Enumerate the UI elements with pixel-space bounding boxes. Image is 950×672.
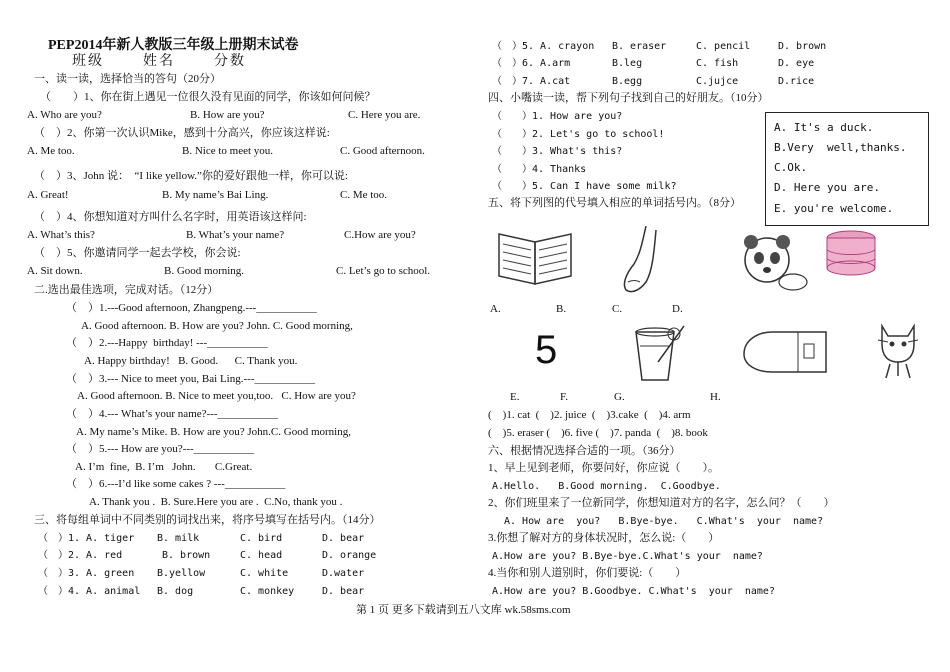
s3-row-6-a: （ ）6. A.arm <box>492 58 571 69</box>
s3-row-2-c: C. head <box>240 550 283 561</box>
answer-box <box>765 112 929 226</box>
s1-q5-option-a: A. Sit down. <box>27 265 83 277</box>
score-field-label: 分数 <box>214 54 246 69</box>
answer-c: C.Ok. <box>774 161 808 174</box>
s3-row-1-d: D. bear <box>322 533 365 544</box>
five-picture: 5 <box>535 328 558 372</box>
s3-row-3-c: C. white <box>240 568 289 579</box>
pic-label-c: C. <box>612 303 623 315</box>
pic-label-f: F. <box>560 391 568 403</box>
s3-row-3-d: D.water <box>322 568 365 579</box>
s6-line-6: A.How are you? B.Bye-bye.C.What's your name? <box>492 551 763 562</box>
s3-row-7-d: D.rice <box>778 76 815 87</box>
s6-line-7: 4.当你和别人道别时，你们要说:（ ） <box>488 567 687 579</box>
s1-question-3: （ ）3、John 说： “I like yellow.”你的爱好跟他一样，你可以说: <box>34 170 348 182</box>
s3-row-6-c: C. fish <box>696 58 739 69</box>
s3-row-4-d: D. bear <box>322 586 365 597</box>
s6-line-8: A.How are you? B.Goodbye. C.What's your name? <box>492 586 775 597</box>
s1-q1-option-a: A. Who are you? <box>27 109 102 121</box>
s5-word-row-2: ( )5. eraser ( )6. five ( )7. panda ( )8. book <box>488 427 708 439</box>
arm-picture <box>612 224 662 294</box>
s2-line-7: （ ）4.--- What’s your name?---___________ <box>66 408 279 420</box>
pic-label-e: E. <box>510 391 520 403</box>
section5-heading: 五、将下列图的代号填入相应的单词括号内。（8分） <box>488 197 741 209</box>
eraser-picture <box>738 326 834 380</box>
exam-title: PEP2014年新人教版三年级上册期末试卷 <box>48 38 299 53</box>
s1-q4-option-c: C.How are you? <box>344 229 416 241</box>
answer-d: D. Here you are. <box>774 181 880 194</box>
s2-line-11: （ ）6.---I’d like some cakes ? ---___________ <box>66 478 286 490</box>
s1-q4-option-a: A. What’s this? <box>27 229 95 241</box>
s3-row-5-c: C. pencil <box>696 41 751 52</box>
s3-row-2-b: B. brown <box>162 550 211 561</box>
s3-row-2-d: D. orange <box>322 550 377 561</box>
s5-word-row-1: ( )1. cat ( )2. juice ( )3.cake ( )4. arm <box>488 409 691 421</box>
s1-question-1: （ ）1、你在街上遇见一位很久没有见面的同学，你该如何问候？ <box>40 91 376 103</box>
s3-row-4-c: C. monkey <box>240 586 295 597</box>
s2-line-12: A. Thank you . B. Sure.Here you are . C.No, thank you . <box>89 496 343 508</box>
s4-question-1: （ ）1. How are you? <box>492 111 623 122</box>
s3-row-5-d: D. brown <box>778 41 827 52</box>
pic-label-g: G. <box>614 391 625 403</box>
s4-question-5: （ ）5. Can I have some milk? <box>492 181 677 192</box>
page-footer: 第 1 页 更多下载请到五八文库 wk.58sms.com <box>356 604 571 616</box>
book-picture <box>495 222 577 288</box>
s1-question-4: （ ）4、你想知道对方叫什么名字时，用英语该这样问: <box>34 211 307 223</box>
s3-row-1-c: C. bird <box>240 533 283 544</box>
class-field-label: 班级 <box>72 54 104 69</box>
s1-q1-option-c: C. Here you are. <box>348 109 421 121</box>
s2-line-3: （ ）2.---Happy birthday! ---___________ <box>66 337 268 349</box>
s2-line-6: A. Good afternoon. B. Nice to meet you,too. C. How are you? <box>77 390 356 402</box>
s6-line-4: A. How are you? B.Bye-bye. C.What's your name? <box>504 516 824 527</box>
s2-line-10: A. I’m fine, B. I’m John. C.Great. <box>75 461 253 473</box>
s1-q3-option-b: B. My name’s Bai Ling. <box>162 189 269 201</box>
s3-row-3-a: （ ）3. A. green <box>38 568 135 579</box>
s3-row-6-d: D. eye <box>778 58 815 69</box>
s1-q5-option-b: B. Good morning. <box>164 265 245 277</box>
s1-q2-option-a: A. Me too. <box>27 145 75 157</box>
pic-label-b: B. <box>556 303 567 315</box>
section6-heading: 六、根据情况选择合适的一项。（36分） <box>488 445 681 457</box>
section1-heading: 一、读一读，选择恰当的答句（20分） <box>34 73 221 85</box>
section3-heading: 三、将每组单词中不同类别的词找出来，将序号填写在括号内。（14分） <box>34 514 381 526</box>
s3-row-5-b: B. eraser <box>612 41 667 52</box>
s4-question-3: （ ）3. What's this? <box>492 146 623 157</box>
pic-label-d: D. <box>672 303 683 315</box>
s3-row-1-a: （ ）1. A. tiger <box>38 533 135 544</box>
s3-row-7-b: B.egg <box>612 76 643 87</box>
s6-line-3: 2、你们班里来了一位新同学，你想知道对方的名字，怎么问？（ ） <box>488 497 835 509</box>
s3-row-3-b: B.yellow <box>157 568 206 579</box>
s2-line-5: （ ）3.--- Nice to meet you, Bai Ling.---___________ <box>66 373 315 385</box>
cat-picture <box>868 316 930 380</box>
s3-row-1-b: B. milk <box>157 533 200 544</box>
cake-picture <box>822 226 880 278</box>
s3-row-2-a: （ ）2. A. red <box>38 550 123 561</box>
juice-picture <box>628 322 688 384</box>
panda-picture <box>737 232 823 294</box>
s1-q1-option-b: B. How are you? <box>190 109 265 121</box>
pic-label-h: H. <box>710 391 721 403</box>
s6-line-1: 1、早上见到老师，你要问好，你应说（ ）。 <box>488 462 719 474</box>
s3-row-4-a: （ ）4. A. animal <box>38 586 141 597</box>
answer-b: B.Very well,thanks. <box>774 141 907 154</box>
s3-row-6-b: B.leg <box>612 58 643 69</box>
s3-row-7-a: （ ）7. A.cat <box>492 76 571 87</box>
s2-line-2: A. Good afternoon. B. How are you? John. C. Good morning, <box>81 320 353 332</box>
name-field-label: 姓名 <box>143 54 175 69</box>
s3-row-7-c: C.jujce <box>696 76 739 87</box>
s2-line-8: A. My name’s Mike. B. How are you? John.C. Good morning, <box>76 426 351 438</box>
pic-label-a: A. <box>490 303 501 315</box>
s2-line-1: （ ）1.---Good afternoon, Zhangpeng.---___________ <box>66 302 317 314</box>
s4-question-4: （ ）4. Thanks <box>492 164 587 175</box>
s3-row-5-a: （ ）5. A. crayon <box>492 41 595 52</box>
s1-q2-option-c: C. Good afternoon. <box>340 145 425 157</box>
s3-row-4-b: B. dog <box>157 586 194 597</box>
s4-question-2: （ ）2. Let's go to school! <box>492 129 665 140</box>
answer-a: A. It's a duck. <box>774 121 874 134</box>
s1-q2-option-b: B. Nice to meet you. <box>182 145 274 157</box>
section2-heading: 二.选出最佳选项，完成对话。（12分） <box>34 284 219 296</box>
s1-q3-option-c: C. Me too. <box>340 189 388 201</box>
s1-question-5: （ ）5、你邀请同学一起去学校，你会说: <box>34 247 241 259</box>
s1-q5-option-c: C. Let’s go to school. <box>336 265 431 277</box>
s6-line-2: A.Hello. B.Good morning. C.Goodbye. <box>492 481 721 492</box>
s1-question-2: （ ）2、你第一次认识Mike，感到十分高兴，你应该这样说: <box>34 127 330 139</box>
answer-e: E. you're welcome. <box>774 202 894 215</box>
section4-heading: 四、小嘴读一读，帮下列句子找到自己的好朋友。（10分） <box>488 92 769 104</box>
s1-q4-option-b: B. What’s your name? <box>186 229 285 241</box>
s2-line-9: （ ）5.--- How are you?---___________ <box>66 443 255 455</box>
s6-line-5: 3.你想了解对方的身体状况时，怎么说:（ ） <box>488 532 720 544</box>
s1-q3-option-a: A. Great! <box>27 189 69 201</box>
s2-line-4: A. Happy birthday! B. Good. C. Thank you. <box>84 355 298 367</box>
